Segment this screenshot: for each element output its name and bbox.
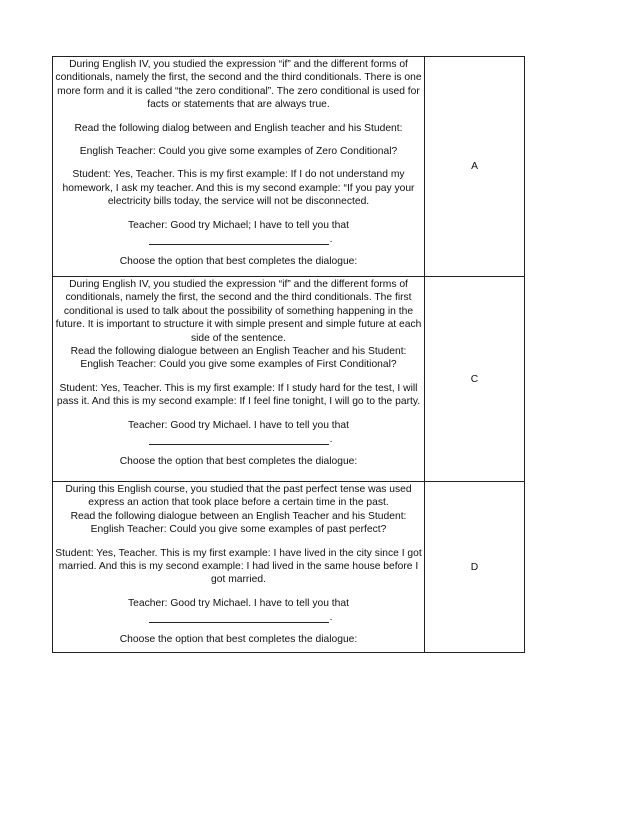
teacher-question: English Teacher: Could you give some examples of First Conditional? — [80, 359, 397, 371]
teacher-reply: Teacher: Good try Michael. I have to tell you that — [128, 597, 349, 609]
answer-cell: D — [425, 482, 525, 653]
question-cell — [53, 277, 425, 482]
student-answer: Student: Yes, Teacher. This is my first example: If I study hard for the test, I will pass it. And this is my second example: If I feel fine tonight, I will go to the party. — [56, 382, 421, 408]
question-instruction: Read the following dialogue between an English Teacher and his Student: — [70, 346, 407, 358]
question-prompt: Choose the option that best completes the dialogue: — [119, 256, 358, 268]
question-intro: During this English course, you studied that the past perfect tense was used express an action that took place before a certain time in the past. — [65, 484, 412, 509]
question-table — [52, 56, 525, 653]
question-cell — [53, 57, 425, 277]
teacher-question: English Teacher: Could you give some examples of past perfect? — [90, 524, 387, 536]
answer-cell: C — [425, 277, 525, 482]
student-answer: Student: Yes, Teacher. This is my first example: If I do not understand my homework, I ask my teacher. And this is my second example: “If you pay your electricity bills today, the service will not be disconnected. — [62, 169, 415, 208]
question-instruction: Read the following dialog between and English teacher and his Student: — [74, 122, 403, 134]
table-row — [53, 277, 525, 482]
question-instruction: Read the following dialogue between an English Teacher and his Student: — [70, 510, 407, 522]
student-answer: Student: Yes, Teacher. This is my first example: I have lived in the city since I got married. And this is my second example: I had lived in the same house before I got married. — [55, 547, 422, 586]
teacher-question: English Teacher: Could you give some examples of Zero Conditional? — [79, 146, 398, 158]
question-prompt: Choose the option that best completes the dialogue: — [119, 456, 358, 468]
table-row — [53, 57, 525, 277]
teacher-reply: Teacher: Good try Michael. I have to tell you that — [128, 419, 349, 431]
answer-cell: A — [425, 57, 525, 277]
teacher-reply: Teacher: Good try Michael; I have to tell you that — [128, 219, 349, 231]
question-cell — [53, 482, 425, 653]
answer-blank-line: . — [149, 432, 329, 445]
question-intro: During English IV, you studied the expression “if” and the different forms of conditionals, namely the first, the second and the third conditionals. There is one more form and it is called “the zero conditional”. The zero conditional is used for facts or statements that are always true. — [55, 59, 422, 111]
answer-blank-line: . — [149, 610, 329, 623]
question-prompt: Choose the option that best completes the dialogue: — [119, 634, 358, 646]
question-intro: During English IV, you studied the expression “if” and the different forms of conditionals, namely the first, the second and the third conditionals. The first conditional is used to talk about the possibility of something happening in the future. It is important to structure it with simple present and simple future at each side of the sentence. — [55, 279, 422, 344]
table-row — [53, 482, 525, 653]
answer-blank-line: . — [149, 232, 329, 245]
